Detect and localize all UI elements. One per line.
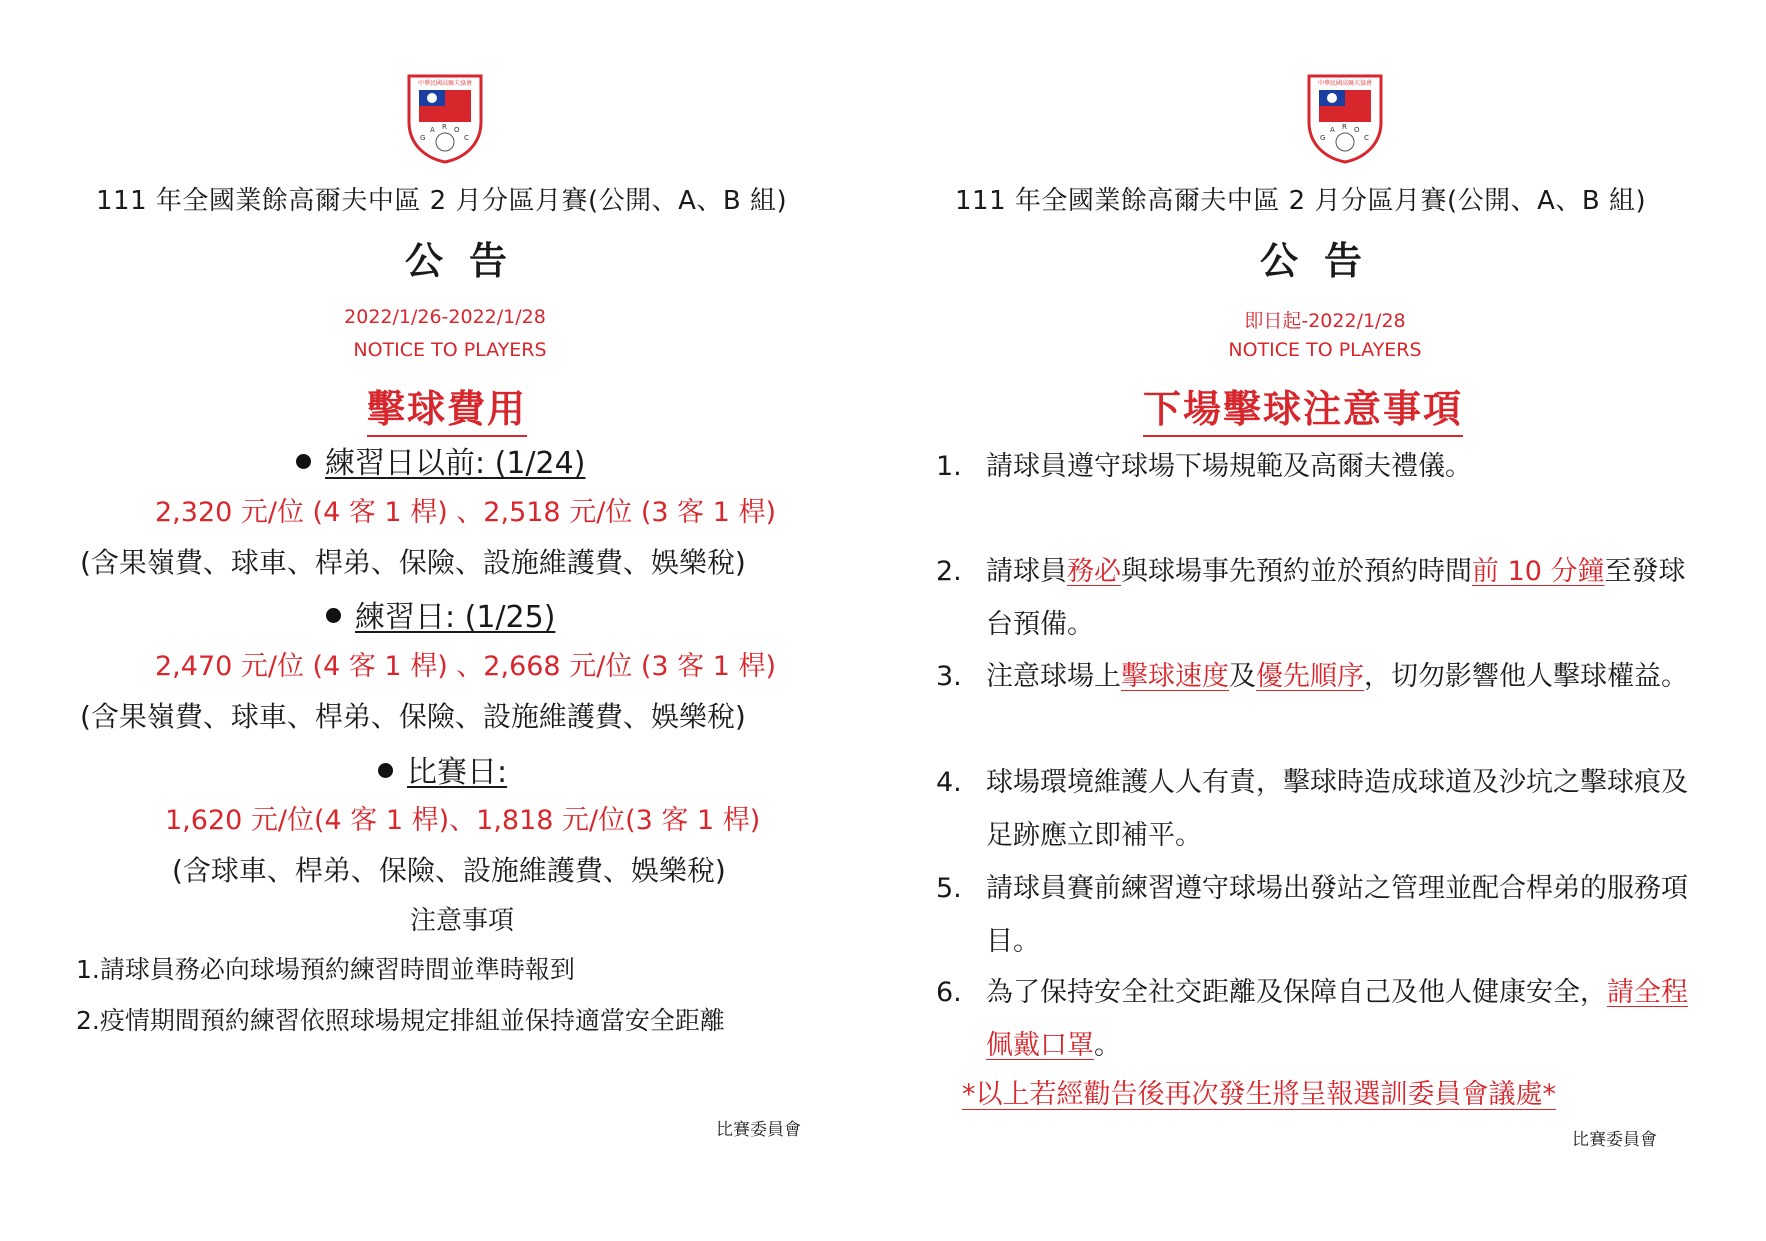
fee-price: 2,470 元/位 (4 客 1 桿) 、2,668 元/位 (3 客 1 桿) <box>155 651 777 682</box>
fee-includes: (含球車、桿弟、保險、設施維護費、娛樂稅) <box>172 854 726 887</box>
svg-text:O: O <box>1354 126 1360 134</box>
note-item: 2.疫情期間預約練習依照球場規定排組並保持適當安全距離 <box>76 1006 725 1035</box>
fee-price: 1,620 元/位(4 客 1 桿)、1,818 元/位(3 客 1 桿) <box>165 805 761 836</box>
svg-text:C: C <box>1364 134 1369 142</box>
notice-to-players: NOTICE TO PLAYERS <box>1228 339 1422 361</box>
committee-signature: 比賽委員會 <box>716 1120 801 1140</box>
rule-text <box>986 650 1706 703</box>
fee-includes: (含果嶺費、球車、桿弟、保險、設施維護費、娛樂稅) <box>80 700 746 733</box>
rule-text-segment: 及 <box>1229 661 1256 692</box>
bullet-icon <box>296 454 311 469</box>
event-title: 111 年全國業餘高爾夫中區 2 月分區月賽(公開、A、B 組) <box>96 186 788 216</box>
rule-text-segment: 注意球場上 <box>986 661 1121 692</box>
fee-period <box>326 592 555 636</box>
garoc-logo-icon <box>1305 72 1385 164</box>
rule-text-segment: 請球員賽前練習遵守球場出發站之管理並配合桿弟的服務項目。 <box>986 873 1688 957</box>
rule-text <box>986 756 1706 862</box>
svg-text:C: C <box>464 134 469 142</box>
fee-includes: (含果嶺費、球車、桿弟、保險、設施維護費、娛樂稅) <box>80 546 746 579</box>
date-range: 即日起-2022/1/28 <box>1244 310 1406 332</box>
rule-number: 3. <box>936 661 962 692</box>
rule-number: 4. <box>936 767 962 798</box>
note-item: 1.請球員務必向球場預約練習時間並準時報到 <box>76 955 575 984</box>
rule-text <box>986 862 1706 968</box>
rule-number: 5. <box>936 873 962 904</box>
rule-text-segment: 球場環境維護人人有責，擊球時造成球道及沙坑之擊球痕及足跡應立即補平。 <box>986 767 1688 851</box>
fee-period <box>378 747 507 791</box>
section-heading: 下場擊球注意事項 <box>1143 378 1463 437</box>
garoc-logo-icon <box>405 72 485 164</box>
svg-text:A: A <box>1330 126 1335 134</box>
rule-text <box>986 545 1706 651</box>
notes-title: 注意事項 <box>410 906 515 936</box>
emphasis-text: 請全程佩戴口罩 <box>986 977 1688 1061</box>
fee-period-label: 比賽日: <box>407 755 508 790</box>
warning-text: *以上若經勸告後再次發生將呈報選訓委員會議處* <box>962 1079 1556 1110</box>
emphasis-text: 擊球速度 <box>1121 661 1229 692</box>
svg-text:G: G <box>1320 134 1326 142</box>
rule-text <box>986 966 1706 1072</box>
svg-text:中華民國高爾夫協會: 中華民國高爾夫協會 <box>417 80 473 87</box>
svg-text:G: G <box>420 134 426 142</box>
svg-text:O: O <box>454 126 460 134</box>
fee-period <box>296 438 585 482</box>
rule-number: 2. <box>936 556 962 587</box>
emphasis-text: 務必 <box>1067 556 1121 587</box>
date-range: 2022/1/26-2022/1/28 <box>344 306 546 328</box>
rule-text-segment: 請球員 <box>986 556 1067 587</box>
section-heading: 擊球費用 <box>367 378 527 437</box>
bullet-icon <box>326 608 341 623</box>
fee-price: 2,320 元/位 (4 客 1 桿) 、2,518 元/位 (3 客 1 桿) <box>155 497 777 528</box>
event-title: 111 年全國業餘高爾夫中區 2 月分區月賽(公開、A、B 組) <box>955 186 1647 216</box>
right-page <box>880 0 1766 1241</box>
svg-text:中華民國高爾夫協會: 中華民國高爾夫協會 <box>1317 80 1373 87</box>
emphasis-text: 前 10 分鐘 <box>1472 556 1605 587</box>
svg-text:R: R <box>442 123 447 131</box>
rule-text-segment: 為了保持安全社交距離及保障自己及他人健康安全， <box>986 977 1607 1008</box>
rule-text <box>986 440 1706 493</box>
rule-text-segment: 。 <box>1094 1030 1121 1061</box>
announcement-title: 公告 <box>405 239 534 283</box>
committee-signature: 比賽委員會 <box>1572 1130 1657 1150</box>
svg-text:R: R <box>1342 123 1347 131</box>
rule-text-segment: 至發球台預備。 <box>986 556 1686 640</box>
rule-text-segment: 與球場事先預約並於預約時間 <box>1121 556 1472 587</box>
announcement-title: 公告 <box>1260 239 1389 283</box>
fee-period-label: 練習日以前: (1/24) <box>325 446 586 481</box>
rule-number: 6. <box>936 977 962 1008</box>
left-page <box>0 0 880 1241</box>
svg-text:A: A <box>430 126 435 134</box>
rule-text-segment: 請球員遵守球場下場規範及高爾夫禮儀。 <box>986 451 1472 482</box>
fee-period-label: 練習日: (1/25) <box>355 600 556 635</box>
notice-to-players: NOTICE TO PLAYERS <box>353 339 547 361</box>
emphasis-text: 優先順序 <box>1256 661 1364 692</box>
bullet-icon <box>378 763 393 778</box>
rule-text-segment: ，切勿影響他人擊球權益。 <box>1364 661 1688 692</box>
rule-number: 1. <box>936 451 962 482</box>
